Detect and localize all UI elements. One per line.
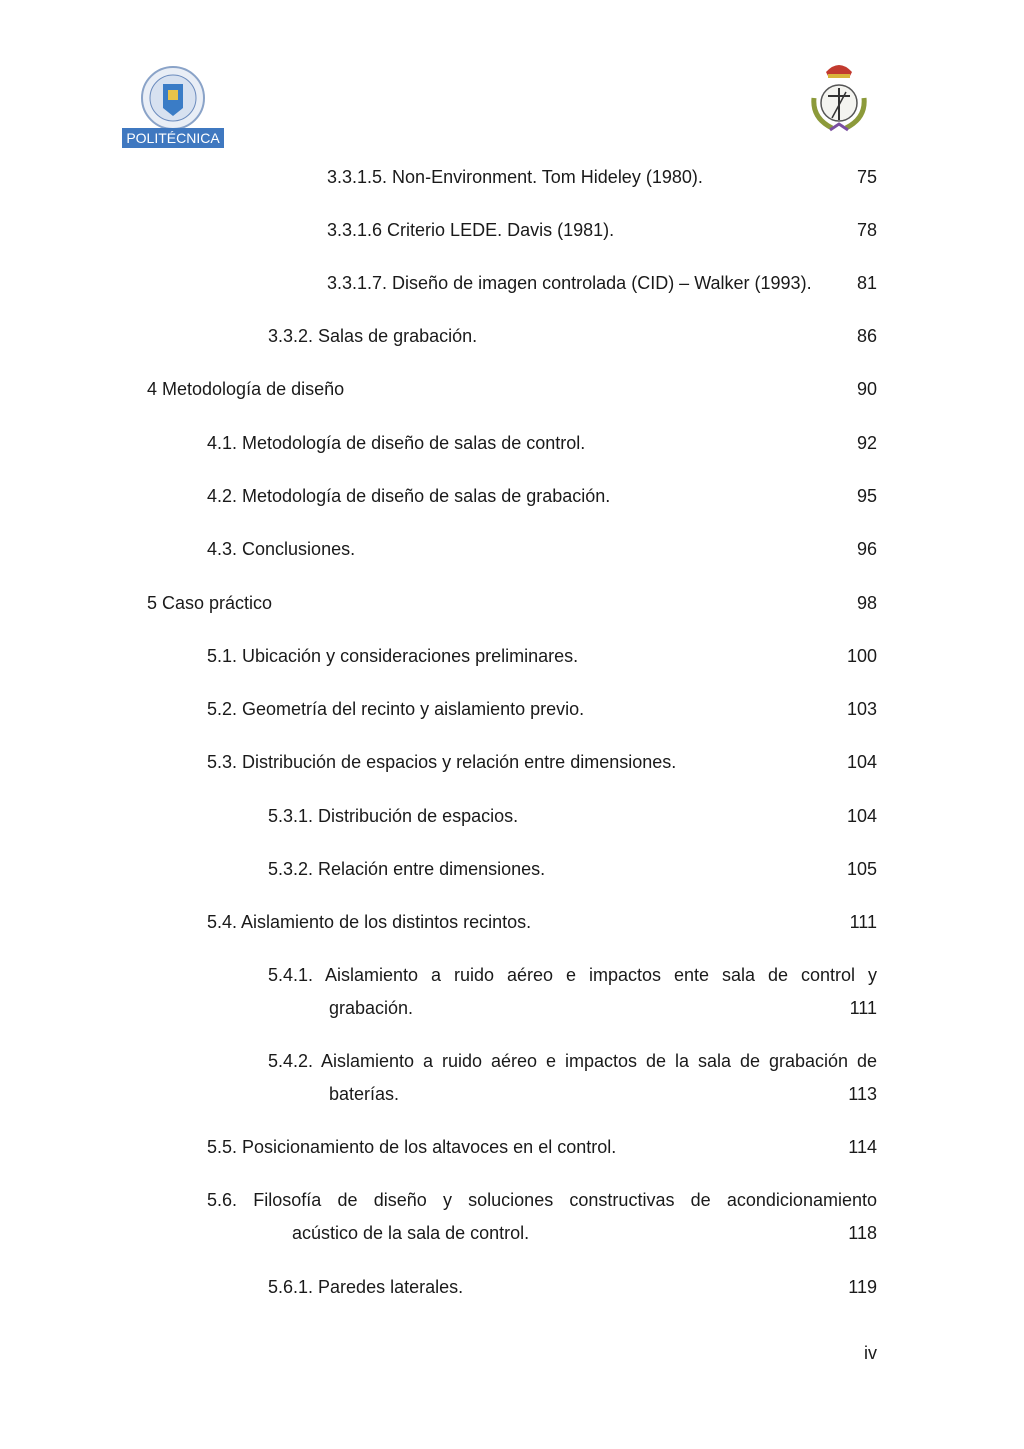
toc-entry-page: 75 (856, 167, 877, 187)
toc-entry-page: 119 (848, 1277, 877, 1297)
toc-entry[interactable] (268, 325, 877, 347)
toc-entry[interactable] (329, 997, 877, 1019)
toc-entry-label: 5.6.1. Paredes laterales. (268, 1277, 464, 1297)
toc-entry-label: 5.5. Posicionamiento de los altavoces en el control. (207, 1137, 617, 1157)
toc-entry-label: 3.3.1.6 Criterio LEDE. Davis (1981). (327, 220, 615, 240)
toc-entry-line1[interactable]: 5.6. Filosofía de diseño y soluciones constructivas de acondicionamiento (207, 1190, 877, 1210)
toc-entry[interactable] (327, 166, 877, 188)
toc-entry[interactable] (327, 219, 877, 241)
toc-entry[interactable] (147, 592, 877, 614)
toc-entry-label: grabación. (329, 998, 414, 1018)
toc-entry[interactable] (268, 805, 877, 827)
toc-entry-label: 5.1. Ubicación y consideraciones preliminares. (207, 646, 579, 666)
toc-entry-label: 5.3. Distribución de espacios y relación entre dimensiones. (207, 752, 677, 772)
toc-entry[interactable] (268, 858, 877, 880)
toc-entry-page: 78 (856, 220, 877, 240)
toc-entry-label: 5.2. Geometría del recinto y aislamiento previo. (207, 699, 585, 719)
toc-entry-page: 103 (846, 699, 877, 719)
toc-entry-label: 4 Metodología de diseño (147, 379, 345, 399)
toc-entry[interactable] (207, 911, 877, 933)
toc-entry-label: 5.4. Aislamiento de los distintos recintos. (207, 912, 532, 932)
toc-entry-label: acústico de la sala de control. (292, 1223, 530, 1243)
toc-entry-page: 96 (856, 539, 877, 559)
toc-entry-page: 100 (846, 646, 877, 666)
toc-entry-label: 5.3.2. Relación entre dimensiones. (268, 859, 546, 879)
toc-entry-label: 4.1. Metodología de diseño de salas de control. (207, 433, 586, 453)
toc-entry-label: 4.2. Metodología de diseño de salas de grabación. (207, 486, 611, 506)
toc-entry[interactable] (207, 751, 877, 773)
toc-entry[interactable] (292, 1222, 877, 1244)
toc-entry-label: 3.3.2. Salas de grabación. (268, 326, 478, 346)
toc-entry-label: baterías. (329, 1084, 400, 1104)
page-number: iv (864, 1343, 877, 1363)
toc-entry[interactable] (268, 1276, 877, 1298)
toc-entry[interactable] (207, 698, 877, 720)
toc-entry[interactable] (327, 272, 877, 294)
toc-entry-label: 3.3.1.5. Non-Environment. Tom Hideley (1980). (327, 167, 703, 187)
toc-entry[interactable] (207, 485, 877, 507)
toc-entry-page: 118 (848, 1223, 877, 1243)
toc-entry-page: 105 (846, 859, 877, 879)
toc-entry-page: 98 (856, 593, 877, 613)
toc-entry-page: 90 (856, 379, 877, 399)
toc-entry-page: 104 (846, 752, 877, 772)
toc-entry-page: 95 (856, 486, 877, 506)
toc-entry[interactable] (147, 378, 877, 400)
toc-entry-page: 111 (849, 912, 877, 932)
toc-entry-page: 113 (848, 1084, 877, 1104)
toc-entry-label: 4.3. Conclusiones. (207, 539, 356, 559)
toc-entry-line1[interactable]: 5.4.1. Aislamiento a ruido aéreo e impactos ente sala de control y (268, 965, 877, 985)
toc-entry-page: 92 (856, 433, 877, 453)
toc-entry-page: 114 (848, 1137, 877, 1157)
toc-entry-page: 104 (846, 806, 877, 826)
toc-entry-line1[interactable]: 5.4.2. Aislamiento a ruido aéreo e impactos de la sala de grabación de (268, 1051, 877, 1071)
toc-entry[interactable] (329, 1083, 877, 1105)
toc-entry-label: 3.3.1.7. Diseño de imagen controlada (CID) – Walker (1993). (327, 273, 812, 293)
toc-entry-page: 86 (856, 326, 877, 346)
toc-entry[interactable] (207, 432, 877, 454)
toc-entry[interactable] (207, 645, 877, 667)
toc-entry-label: 5 Caso práctico (147, 593, 273, 613)
toc-entry[interactable] (207, 538, 877, 560)
toc-entry-label: 5.3.1. Distribución de espacios. (268, 806, 519, 826)
politecnica-logo-text: POLITÉCNICA (126, 130, 220, 146)
toc-entry-page: 111 (849, 998, 877, 1018)
toc-entry[interactable] (207, 1136, 877, 1158)
toc-entry-page: 81 (856, 273, 877, 293)
